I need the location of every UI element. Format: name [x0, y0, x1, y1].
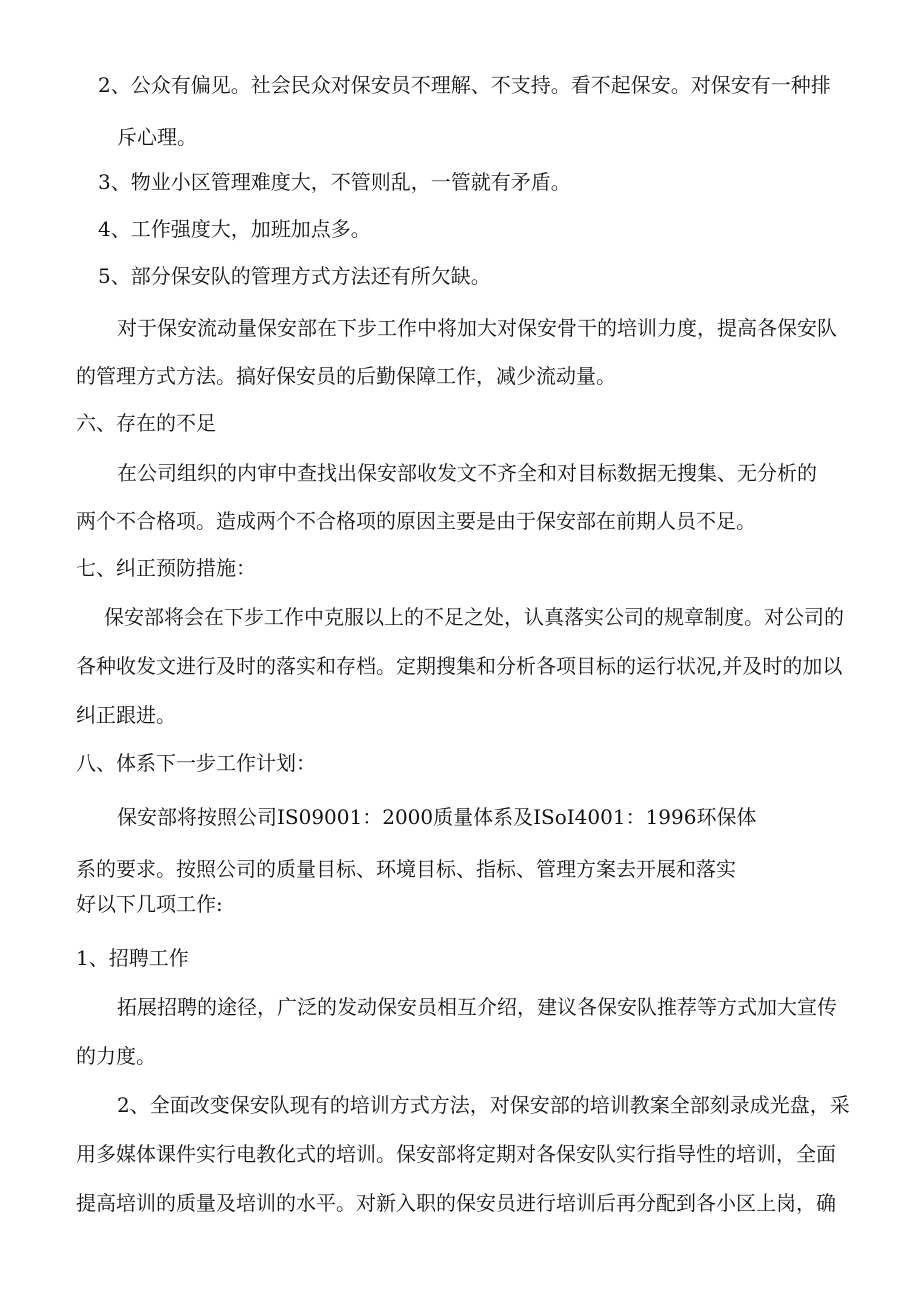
- text-line: 的力度。: [76, 1044, 156, 1068]
- text-line: 对于保安流动量保安部在下步工作中将加大对保安骨干的培训力度，提高各保安队: [117, 316, 837, 340]
- text-line: 提高培训的质量及培训的水平。对新入职的保安员进行培训后再分配到各小区上岗，确: [76, 1191, 836, 1215]
- text-line: 斥心理。: [117, 125, 197, 149]
- text-line: 好以下几项工作:: [76, 892, 223, 916]
- text-line: 用多媒体课件实行电教化式的培训。保安部将定期对各保安队实行指导性的培训，全面: [76, 1142, 836, 1166]
- text-line: 5、部分保安队的管理方式方法还有所欠缺。: [98, 264, 491, 288]
- text-line: 各种收发文进行及时的落实和存档。定期搜集和分析各项目标的运行状况,并及时的加以: [76, 654, 843, 678]
- text-line: 的管理方式方法。搞好保安员的后勤保障工作，减少流动量。: [76, 364, 616, 388]
- section-heading: 七、纠正预防措施：: [76, 556, 256, 580]
- subsection-heading: 1、招聘工作: [76, 946, 189, 970]
- text-line: 两个不合格项。造成两个不合格项的原因主要是由于保安部在前期人员不足。: [76, 509, 756, 533]
- text-line: 2、全面改变保安队现有的培训方式方法，对保安部的培训教案全部刻录成光盘，采: [117, 1093, 850, 1117]
- section-heading: 八、体系下一步工作计划：: [76, 751, 316, 775]
- text-line: 在公司组织的内审中查找出保安部收发文不齐全和对目标数据无搜集、无分析的: [117, 461, 817, 485]
- text-line: 2、公众有偏见。社会民众对保安员不理解、不支持。看不起保安。对保安有一种排: [98, 73, 831, 97]
- text-line: 保安部将会在下步工作中克服以上的不足之处，认真落实公司的规章制度。对公司的: [104, 605, 844, 629]
- section-heading: 六、存在的不足: [76, 411, 216, 435]
- text-line: 纠正跟进。: [76, 703, 176, 727]
- text-line: 拓展招聘的途径，广泛的发动保安员相互介绍，建议各保安队推荐等方式加大宣传: [117, 995, 837, 1019]
- text-line: 3、物业小区管理难度大，不管则乱，一管就有矛盾。: [98, 170, 571, 194]
- text-line: 4、工作强度大，加班加点多。: [98, 217, 371, 241]
- text-line: 保安部将按照公司IS09001：2000质量体系及ISoI4001：1996环保体: [117, 805, 757, 829]
- text-line: 系的要求。按照公司的质量目标、环境目标、指标、管理方案去开展和落实: [76, 857, 736, 881]
